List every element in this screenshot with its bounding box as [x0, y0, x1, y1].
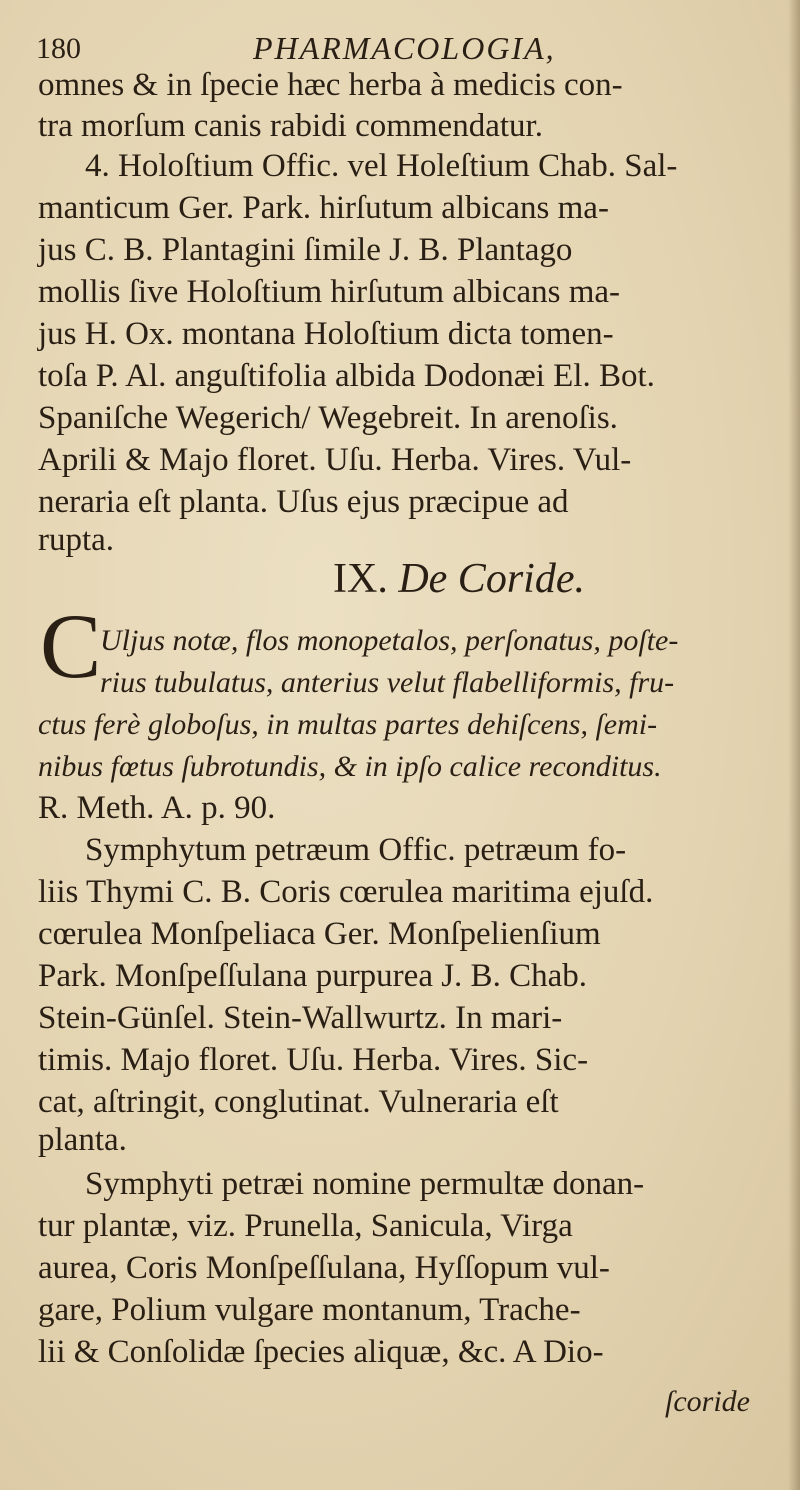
text-line: omnes & in ſpecie hæc herba à medicis con- [38, 67, 623, 103]
text-line: liis Thymi C. B. Coris cœrulea maritima ejuſd. [38, 874, 654, 910]
running-title: PHARMACOLOGIA, [253, 30, 556, 66]
text-line: aurea, Coris Monſpeſſulana, Hyſſopum vul- [38, 1250, 610, 1286]
text-line: lii & Conſolidæ ſpecies aliquæ, &c. A Dio- [38, 1334, 604, 1370]
text-line: planta. [38, 1122, 127, 1158]
text-line: Uljus notæ, flos monopetalos, perſonatus, poſte- [100, 624, 679, 657]
text-line: manticum Ger. Park. hirſutum albicans ma- [38, 190, 609, 226]
section-title: De Coride. [398, 556, 585, 602]
text-line: jus H. Ox. montana Holoſtium dicta tomen- [38, 316, 614, 352]
catchword: ſcoride [665, 1385, 750, 1418]
section-numeral: IX. [333, 556, 388, 602]
text-line: neraria eſt planta. Uſus ejus præcipue ad [38, 484, 569, 520]
page-header [0, 30, 800, 70]
text-line: Spaniſche Wegerich/ Wegebreit. In arenoſis. [38, 400, 618, 436]
text-line: nibus fœtus ſubrotundis, & in ipſo calice reconditus. [38, 750, 662, 783]
drop-cap: C [40, 595, 102, 697]
text-line: rius tubulatus, anterius velut flabelliformis, fru- [100, 666, 675, 699]
text-line: Stein-Günſel. Stein-Wallwurtz. In mari- [38, 1000, 563, 1036]
text-line: tur plantæ, viz. Prunella, Sanicula, Virga [38, 1208, 573, 1244]
text-line: mollis ſive Holoſtium hirſutum albicans ma- [38, 274, 621, 310]
text-line: cœrulea Monſpeliaca Ger. Monſpelienſium [38, 916, 601, 952]
text-line: tra morſum canis rabidi commendatur. [38, 108, 543, 144]
text-line: Park. Monſpeſſulana purpurea J. B. Chab. [38, 958, 587, 994]
text-line: toſa P. Al. anguſtifolia albida Dodonæi El. Bot. [38, 358, 655, 394]
text-line: gare, Polium vulgare montanum, Trache- [38, 1292, 581, 1328]
text-line: rupta. [38, 522, 115, 558]
text-line: Symphytum petræum Offic. petræum fo- [85, 832, 627, 868]
text-line: 4. Holoſtium Offic. vel Holeſtium Chab. Sal- [85, 148, 678, 184]
text-line: jus C. B. Plantagini ſimile J. B. Plantago [38, 232, 573, 268]
text-line: Symphyti petræi nomine permultæ donan- [85, 1166, 645, 1202]
text-line: timis. Majo floret. Uſu. Herba. Vires. Sic- [38, 1042, 589, 1078]
reference-line: R. Meth. A. p. 90. [38, 790, 276, 826]
page-number: 180 [36, 32, 81, 65]
text-line: ctus ferè globoſus, in multas partes dehiſcens, ſemi- [38, 708, 658, 741]
text-line: cat, aſtringit, conglutinat. Vulneraria eſt [38, 1084, 559, 1120]
section-heading [333, 555, 585, 603]
text-line: Aprili & Majo floret. Uſu. Herba. Vires. Vul- [38, 442, 632, 478]
